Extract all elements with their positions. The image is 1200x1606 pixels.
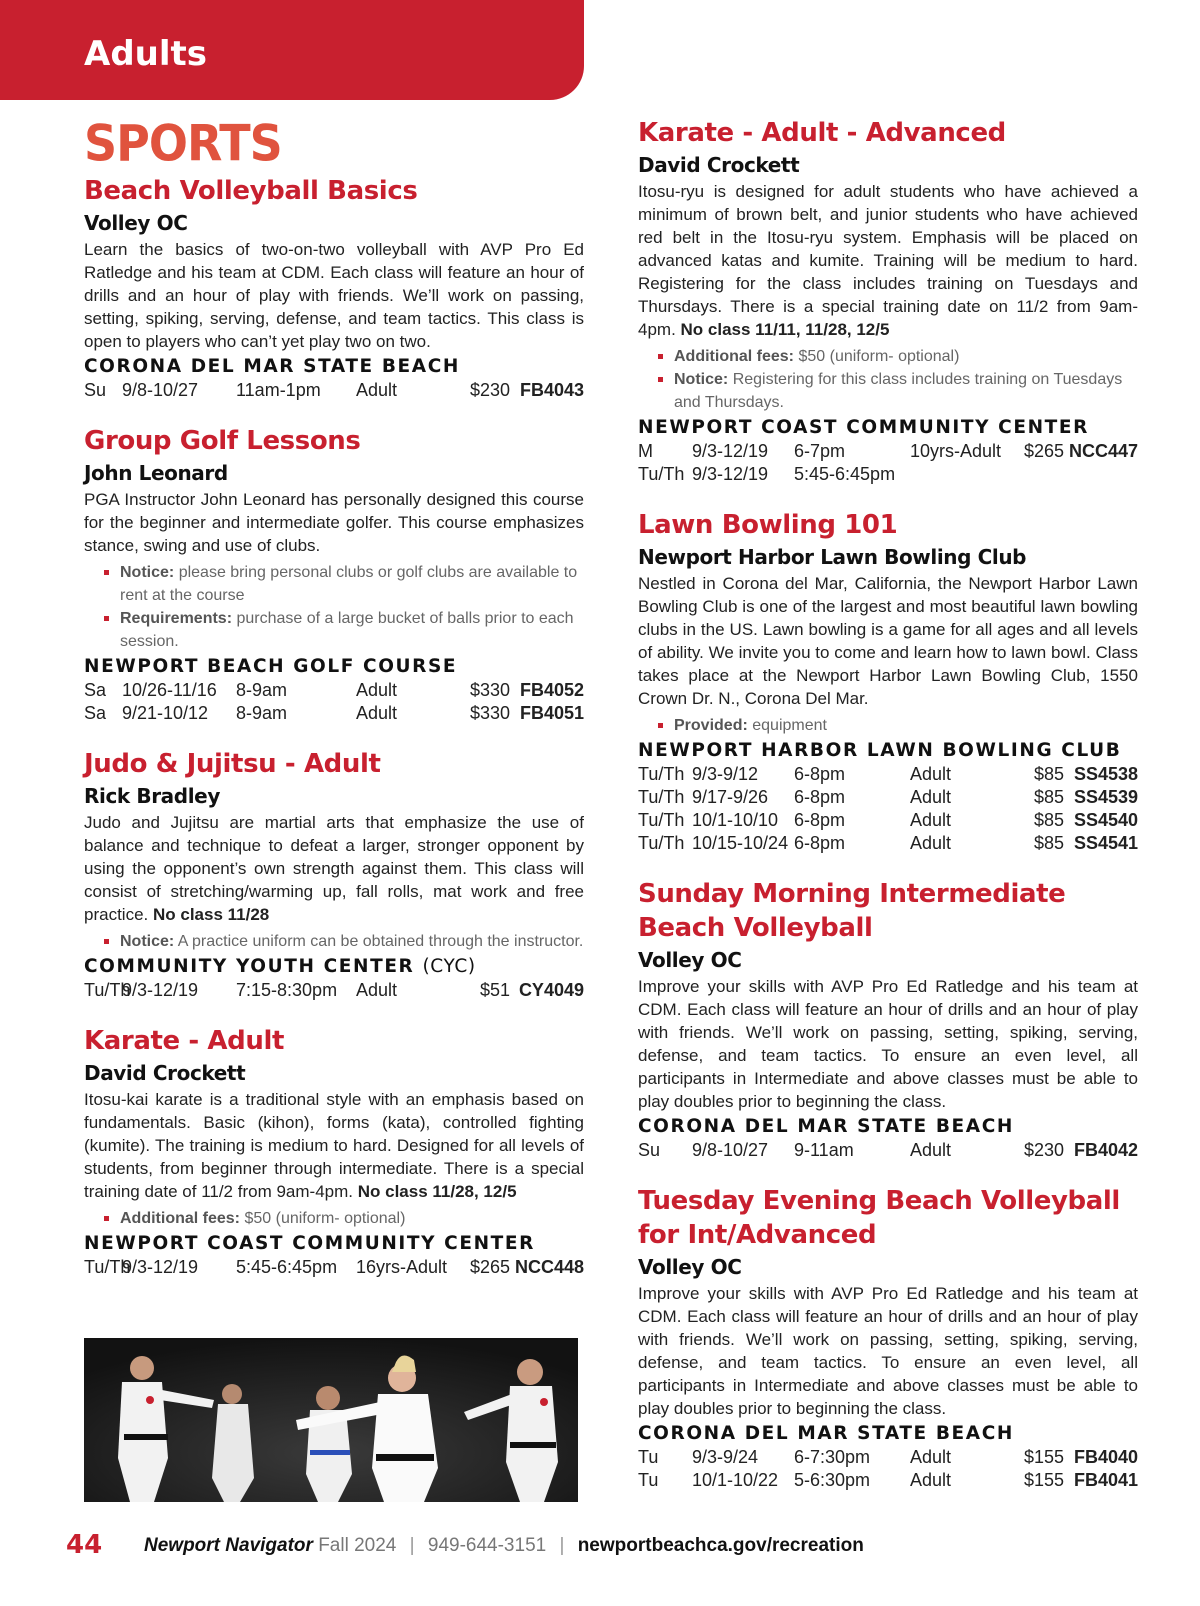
publication-line [144, 1535, 864, 1557]
session-days: Tu/Th [638, 833, 685, 853]
no-class-note: No class 11/11, 11/28, 12/5 [680, 320, 890, 339]
karate-class-photo [84, 1338, 578, 1502]
session-days: Tu/Th [84, 1257, 131, 1277]
publication-name: Newport Navigator [144, 1535, 313, 1556]
instructor-name: Volley OC [638, 948, 742, 972]
session-row[interactable] [84, 979, 584, 1002]
session-row[interactable] [638, 1139, 1138, 1162]
instructor-name: Volley OC [84, 211, 188, 235]
note-text: A practice uniform can be obtained through the instructor. [177, 933, 584, 950]
session-time: 8-9am [236, 680, 288, 700]
note-text: $50 (uniform- optional) [244, 1210, 406, 1227]
course-judo-jujitsu-adult [84, 747, 584, 1002]
phone-number: 949-644-3151 [427, 1535, 547, 1556]
session-time: 6-8pm [794, 764, 846, 784]
description-text: Improve your skills with AVP Pro Ed Ratledge and his team at CDM. Each class will feature an hour of drills and an hour of play with friends. We’ll work on passing, setting, spiking, serving, defense, and team tactics. To ensure an even level, all participants in Intermediate and above classes must be able to play doubles prior to beginning the class. [638, 977, 1138, 1111]
note-item [102, 607, 584, 653]
session-row[interactable] [84, 1256, 584, 1279]
publication-season: Fall 2024 [318, 1535, 397, 1556]
session-age: 10yrs-Adult [910, 441, 1002, 461]
location-name [638, 1422, 1138, 1446]
divider: | [559, 1535, 565, 1556]
session-age: Adult [910, 1447, 952, 1467]
session-dates: 9/21-10/12 [122, 703, 209, 723]
session-age: Adult [356, 380, 398, 400]
course-description [638, 1282, 1138, 1420]
course-code[interactable]: FB4043 [519, 380, 584, 400]
session-row[interactable] [638, 763, 1138, 786]
course-description [84, 811, 584, 926]
session-fee: $51 [479, 980, 510, 1000]
session-age: Adult [910, 810, 952, 830]
session-dates: 9/3-12/19 [122, 1257, 199, 1277]
page-number: 44 [66, 1530, 103, 1560]
session-fee: $330 [469, 680, 510, 700]
session-dates: 9/17-9/26 [692, 787, 769, 807]
course-code[interactable]: CY4049 [518, 980, 584, 1000]
session-fee: $155 [1023, 1447, 1064, 1467]
course-description [638, 180, 1138, 341]
note-label: Additional fees: [120, 1210, 241, 1227]
session-dates: 9/3-12/19 [122, 980, 199, 1000]
course-title: Beach Volleyball Basics [84, 176, 418, 206]
course-title: Tuesday Evening Beach Volleyball for Int/Advanced [638, 1186, 1120, 1250]
session-row[interactable] [638, 809, 1138, 832]
session-row[interactable] [638, 440, 1138, 463]
course-description [84, 1088, 584, 1203]
note-item [102, 930, 584, 953]
course-code[interactable]: FB4040 [1073, 1447, 1138, 1467]
right-column [638, 116, 1138, 1514]
description-text: Itosu-kai karate is a traditional style with an emphasis based on fundamentals. Basic (kihon), forms (kata), controlled fighting (kumite). The training is medium to hard. Designed for all levels of students, from beginner through intermediate. There is a special training date of 11/2 from 9am-4pm. [84, 1090, 584, 1201]
session-dates: 9/3-9/24 [692, 1447, 759, 1467]
session-dates: 10/26-11/16 [122, 680, 217, 700]
website-link[interactable]: newportbeachca.gov/recreation [577, 1535, 864, 1556]
course-code[interactable]: SS4538 [1073, 764, 1138, 784]
course-code[interactable]: FB4041 [1073, 1470, 1138, 1490]
course-code[interactable]: SS4540 [1073, 810, 1138, 830]
left-column [84, 174, 584, 1301]
course-code[interactable]: SS4541 [1073, 833, 1138, 853]
session-time: 6-8pm [794, 810, 846, 830]
note-label: Notice: [120, 933, 175, 950]
location-name [638, 739, 1138, 763]
course-tuesday-evening-int-adv [638, 1184, 1138, 1492]
session-row[interactable] [638, 832, 1138, 855]
session-dates: 9/3-12/19 [692, 464, 769, 484]
note-item [656, 714, 1138, 737]
session-days: Tu/Th [84, 980, 131, 1000]
instructor-name: Volley OC [638, 1255, 742, 1279]
session-days: Tu/Th [638, 764, 685, 784]
session-row[interactable] [84, 679, 584, 702]
note-text: equipment [752, 717, 827, 734]
session-days: Tu [638, 1470, 659, 1490]
session-row[interactable] [638, 786, 1138, 809]
course-code[interactable]: SS4539 [1073, 787, 1138, 807]
session-time: 6-7:30pm [794, 1447, 871, 1467]
session-days: Su [638, 1140, 661, 1160]
course-title: Lawn Bowling 101 [638, 510, 898, 540]
note-label: Notice: [120, 564, 175, 581]
course-code[interactable]: FB4052 [519, 680, 584, 700]
session-time: 9-11am [794, 1140, 854, 1160]
location-text: NEWPORT BEACH GOLF COURSE [84, 656, 458, 677]
session-fee: $85 [1033, 833, 1064, 853]
note-label: Additional fees: [674, 348, 795, 365]
description-text: Judo and Jujitsu are martial arts that emphasize the use of balance and technique to defeat a larger, stronger opponent by using the opponent’s own strength against them. This class will consist of stretching/warming up, fall rolls, mat work and free practice. [84, 813, 584, 924]
course-code[interactable]: FB4042 [1073, 1140, 1138, 1160]
location-abbrev: (CYC) [422, 956, 476, 977]
session-dates: 9/8-10/27 [122, 380, 199, 400]
session-days: M [638, 441, 653, 461]
note-item [656, 368, 1138, 414]
location-text: NEWPORT COAST COMMUNITY CENTER [638, 417, 1089, 438]
location-text: CORONA DEL MAR STATE BEACH [84, 356, 460, 377]
description-text: Learn the basics of two-on-two volleyball with AVP Pro Ed Ratledge and his team at CDM. Each class will feature an hour of drills and an hour of play with friends. We’ll work on passing, setting, spiking, serving, defense, and team tactics. This class is open to players who can’t yet play two on two. [84, 240, 584, 351]
note-label: Provided: [674, 717, 748, 734]
note-text: $50 (uniform- optional) [798, 348, 960, 365]
session-fee: $155 [1023, 1470, 1064, 1490]
course-notes [102, 561, 584, 653]
session-dates: 9/3-9/12 [692, 764, 759, 784]
instructor-name: David Crockett [84, 1061, 246, 1085]
session-row[interactable] [638, 463, 1138, 486]
course-title: Karate - Adult - Advanced [638, 118, 1006, 148]
instructor-name: Rick Bradley [84, 784, 220, 808]
session-dates: 10/1-10/10 [692, 810, 779, 830]
session-fee: $230 [1023, 1140, 1064, 1160]
category-tab [0, 0, 584, 100]
note-label: Notice: [674, 371, 729, 388]
location-name [84, 1232, 584, 1256]
course-description [84, 488, 584, 557]
course-code[interactable]: FB4051 [519, 703, 584, 723]
course-lawn-bowling-101 [638, 508, 1138, 855]
course-code[interactable]: NCC448 [514, 1257, 584, 1277]
course-notes [656, 714, 1138, 737]
session-dates: 9/8-10/27 [692, 1140, 769, 1160]
instructor-name: David Crockett [638, 153, 800, 177]
session-fee: $85 [1033, 787, 1064, 807]
course-title: Judo & Jujitsu - Adult [84, 749, 381, 779]
note-item [102, 561, 584, 607]
session-age: Adult [910, 787, 952, 807]
course-notes [102, 930, 584, 953]
course-karate-adult [84, 1024, 584, 1279]
session-age: 16yrs-Adult [356, 1257, 448, 1277]
session-days: Tu/Th [638, 810, 685, 830]
description-text: Itosu-ryu is designed for adult students who have achieved a minimum of brown belt, and junior students who have achieved red belt in the Itosu-ryu system. Emphasis will be placed on advanced katas and kumite. Training will be medium to hard. Registering for the class includes training on Tuesdays and Thursdays. There is a special training date on 11/2 from 9am-4pm. [638, 182, 1138, 339]
session-dates: 10/15-10/24 [692, 833, 789, 853]
course-title: Sunday Morning Intermediate Beach Volleyball [638, 879, 1066, 943]
note-text: Registering for this class includes training on Tuesdays and Thursdays. [674, 371, 1123, 411]
session-fee: $330 [469, 703, 510, 723]
session-time: 6-7pm [794, 441, 846, 461]
description-text: Nestled in Corona del Mar, California, the Newport Harbor Lawn Bowling Club is one of the largest and most beautiful lawn bowling clubs in the US. Lawn bowling is a game for all ages and all levels of ability. We invite you to come and learn how to lawn bowl. Class takes place at the Newport Harbor Lawn Bowling Club, 1550 Crown Dr. N., Corona Del Mar. [638, 574, 1138, 708]
location-text: NEWPORT COAST COMMUNITY CENTER [84, 1233, 535, 1254]
session-age: Adult [356, 680, 398, 700]
course-description [84, 238, 584, 353]
location-name [638, 1115, 1138, 1139]
note-item [656, 345, 1138, 368]
session-time: 7:15-8:30pm [236, 980, 338, 1000]
session-age: Adult [356, 703, 398, 723]
session-days: Tu/Th [638, 464, 685, 484]
course-karate-adult-advanced [638, 116, 1138, 486]
location-text: CORONA DEL MAR STATE BEACH [638, 1116, 1014, 1137]
session-fee: $265 [469, 1257, 510, 1277]
session-age: Adult [910, 1470, 952, 1490]
session-fee: $265 [1023, 441, 1064, 461]
course-notes [102, 1207, 584, 1230]
course-beach-volleyball-basics [84, 174, 584, 402]
session-row[interactable] [84, 702, 584, 725]
session-dates: 10/1-10/22 [692, 1470, 779, 1490]
location-text: NEWPORT HARBOR LAWN BOWLING CLUB [638, 740, 1122, 761]
description-text: Improve your skills with AVP Pro Ed Ratledge and his team at CDM. Each class will feature an hour of drills and an hour of play with friends. We’ll work on passing, setting, spiking, serving, defense, and team tactics. To ensure an even level, all participants in Intermediate and above classes must be able to play doubles prior to beginning the class. [638, 1284, 1138, 1418]
course-sunday-morning-intermediate [638, 877, 1138, 1162]
session-time: 5:45-6:45pm [236, 1257, 338, 1277]
session-row[interactable] [638, 1469, 1138, 1492]
session-row[interactable] [638, 1446, 1138, 1469]
session-age: Adult [910, 833, 952, 853]
session-days: Tu [638, 1447, 659, 1467]
session-time: 6-8pm [794, 833, 846, 853]
session-days: Tu/Th [638, 787, 685, 807]
session-fee: $230 [469, 380, 510, 400]
instructor-name: John Leonard [84, 461, 228, 485]
no-class-note: No class 11/28 [152, 905, 270, 924]
note-text: please bring personal clubs or golf clubs are available to rent at the course [120, 564, 578, 604]
no-class-note: No class 11/28, 12/5 [357, 1182, 517, 1201]
note-item [102, 1207, 584, 1230]
session-age: Adult [356, 980, 398, 1000]
note-text: purchase of a large bucket of balls prior to each session. [120, 610, 574, 650]
session-fee: $85 [1033, 764, 1064, 784]
divider: | [409, 1535, 415, 1556]
course-title: Group Golf Lessons [84, 426, 361, 456]
location-text: COMMUNITY YOUTH CENTER [84, 956, 415, 977]
session-age: Adult [910, 764, 952, 784]
session-days: Sa [84, 680, 107, 700]
location-name [84, 655, 584, 679]
session-days: Sa [84, 703, 107, 723]
instructor-name: Newport Harbor Lawn Bowling Club [638, 545, 1027, 569]
course-group-golf-lessons [84, 424, 584, 725]
session-time: 5-6:30pm [794, 1470, 871, 1490]
session-age: Adult [910, 1140, 952, 1160]
section-title: SPORTS [84, 114, 282, 173]
session-dates: 9/3-12/19 [692, 441, 769, 461]
course-title: Karate - Adult [84, 1026, 285, 1056]
note-label: Requirements: [120, 610, 233, 627]
location-name [84, 355, 584, 379]
course-description [638, 975, 1138, 1113]
session-time: 11am-1pm [236, 380, 321, 400]
session-row[interactable] [84, 379, 584, 402]
session-days: Su [84, 380, 107, 400]
course-code[interactable]: NCC447 [1068, 441, 1138, 461]
session-fee: $85 [1033, 810, 1064, 830]
session-time: 6-8pm [794, 787, 846, 807]
course-description [638, 572, 1138, 710]
session-time: 8-9am [236, 703, 288, 723]
category-label: Adults [84, 34, 208, 74]
session-time: 5:45-6:45pm [794, 464, 896, 484]
location-name [638, 416, 1138, 440]
location-name [84, 955, 584, 979]
course-notes [656, 345, 1138, 414]
description-text: PGA Instructor John Leonard has personally designed this course for the beginner and intermediate golfer. This course emphasizes stance, swing and use of clubs. [84, 490, 584, 555]
location-text: CORONA DEL MAR STATE BEACH [638, 1423, 1014, 1444]
